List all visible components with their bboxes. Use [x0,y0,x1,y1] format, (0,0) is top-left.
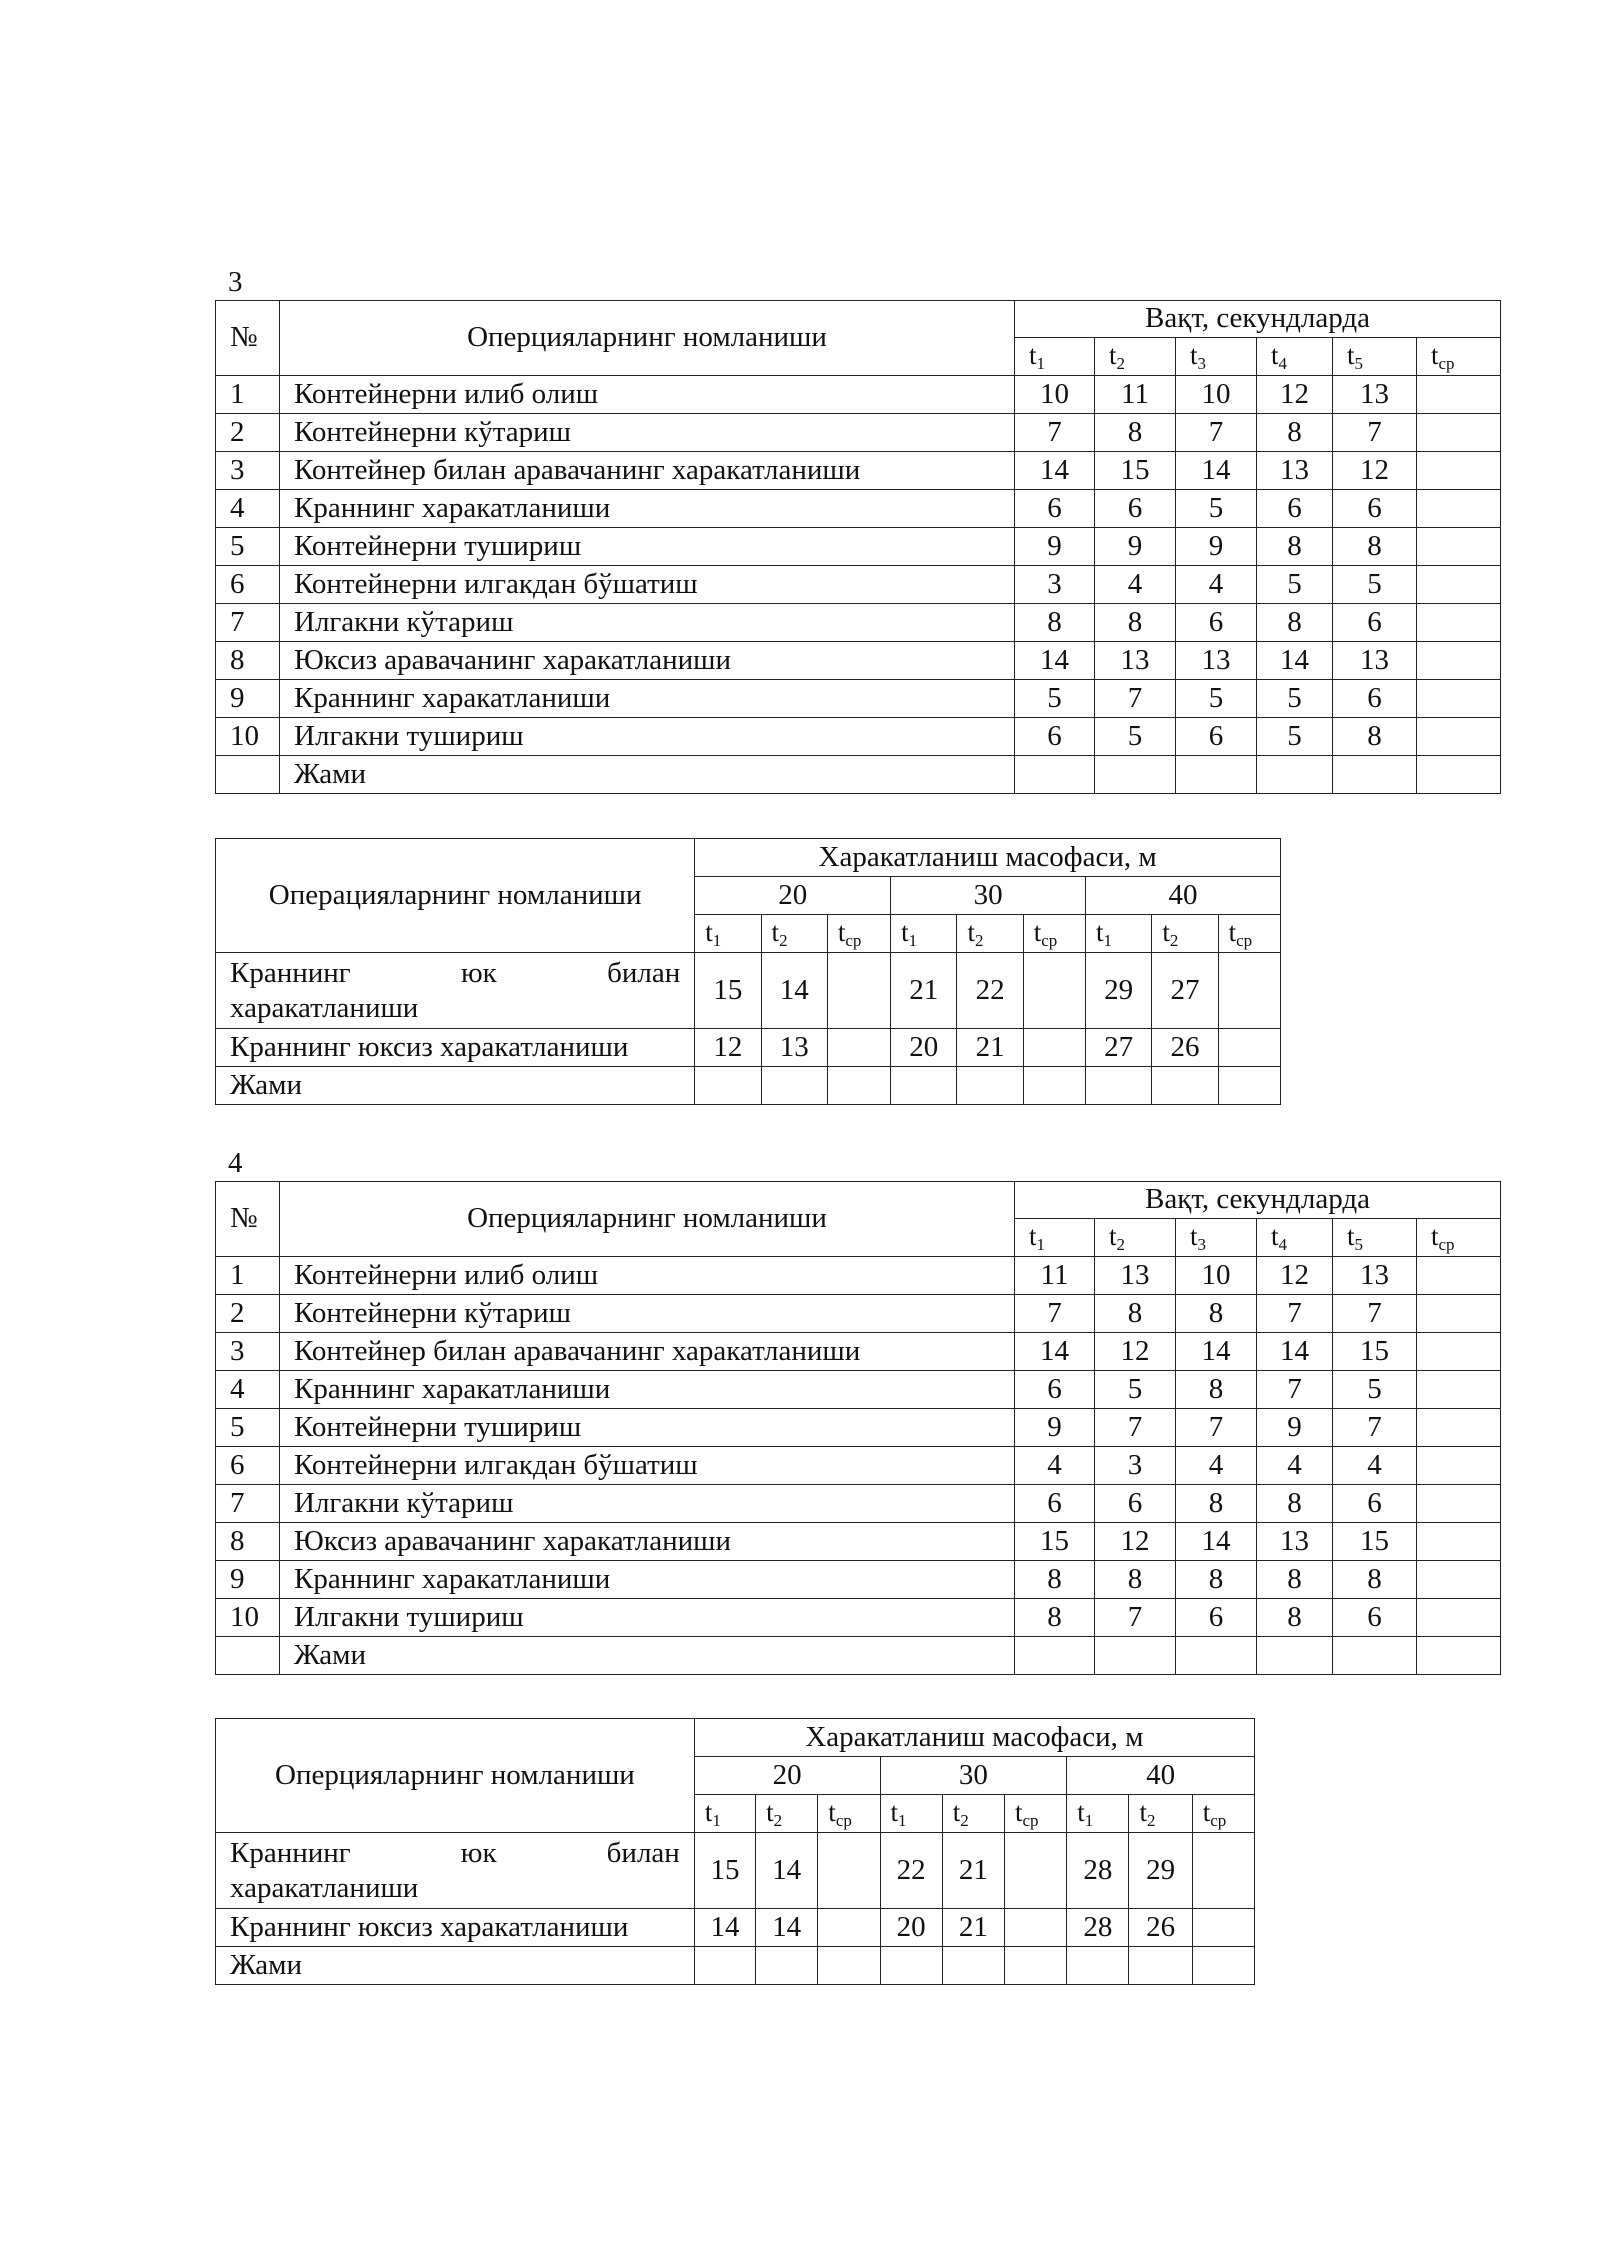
time-cell: 8 [1176,1295,1257,1333]
distance-time-cell: 29 [1129,1833,1192,1909]
row-number: 2 [216,1295,280,1333]
sub-col-header: $t_2$ [761,915,827,953]
sub-col-header: $t_1$ [1086,915,1152,953]
distance-time-cell [1023,1029,1085,1067]
row-number: 9 [216,1561,280,1599]
table-row [216,1029,1281,1067]
table-row [216,1833,1255,1909]
sub-col-header: $t_{ср}$ [1192,1795,1254,1833]
distance-time-cell: 26 [1152,1029,1218,1067]
operation-name: Краннинг юк билан харакатланиши [216,953,695,1029]
time-col-header: $t_4$ [1257,1219,1333,1257]
table-row [216,1485,1501,1523]
time-cell: 6 [1095,1485,1176,1523]
distance-time-cell: 20 [891,1029,957,1067]
time-cell: 10 [1176,1257,1257,1295]
time-cell: 7 [1095,1599,1176,1637]
time-cell: 8 [1095,604,1176,642]
operation-name: Краннинг юксиз харакатланиши [216,1029,695,1067]
distance-time-cell [1192,1833,1254,1909]
time-cell [1417,490,1501,528]
time-cell: 15 [1015,1523,1095,1561]
col-no-header: № [216,1182,280,1257]
sub-col-header: $t_2$ [756,1795,818,1833]
total-label: Жами [216,1947,695,1985]
distance-time-cell [1192,1909,1254,1947]
row-number: 8 [216,642,280,680]
row-number: 2 [216,414,280,452]
time-cell [1417,1409,1501,1447]
time-cell: 3 [1015,566,1095,604]
time-cell: 12 [1257,1257,1333,1295]
time-cell: 8 [1015,1599,1095,1637]
time-cell: 9 [1257,1409,1333,1447]
time-cell: 14 [1176,1333,1257,1371]
time-cell: 9 [1176,528,1257,566]
time-col-header: $t_1$ [1015,338,1095,376]
table-row [216,1909,1255,1947]
time-cell [1417,1371,1501,1409]
time-cell: 7 [1015,414,1095,452]
distance-time-cell [1023,953,1085,1029]
table-row [216,642,1501,680]
time-cell: 14 [1257,1333,1333,1371]
time-cell: 4 [1176,566,1257,604]
time-cell: 8 [1257,1561,1333,1599]
time-cell: 8 [1257,528,1333,566]
sub-col-header: $t_{ср}$ [827,915,890,953]
total-row [216,756,1501,794]
time-cell: 7 [1333,414,1417,452]
dist-header: Харакатланиш масофаси, м [695,839,1281,877]
table-row [216,1333,1501,1371]
table-row [216,604,1501,642]
operation-name: Краннинг харакатланиши [280,1561,1015,1599]
table-row [216,953,1281,1029]
time-cell: 5 [1333,1371,1417,1409]
time-cell: 14 [1015,642,1095,680]
time-cell: 8 [1257,1485,1333,1523]
dist-name-header: Операцияларнинг номланиши [216,839,695,953]
row-number: 1 [216,376,280,414]
operation-name: Контейнер билан аравачанинг харакатланиши [280,1333,1015,1371]
time-cell: 5 [1015,680,1095,718]
distance-time-cell: 13 [761,1029,827,1067]
time-cell: 14 [1176,1523,1257,1561]
operation-name: Илгакни тушириш [280,718,1015,756]
operation-name: Краннинг юк билан харакатланиши [216,1833,695,1909]
distance-value: 20 [695,877,891,915]
operation-name: Илгакни кўтариш [280,1485,1015,1523]
distance-time-cell: 12 [695,1029,761,1067]
sub-col-header: $t_1$ [891,915,957,953]
time-col-header: $t_5$ [1333,1219,1417,1257]
distance-time-cell [1218,953,1280,1029]
time-cell: 8 [1333,718,1417,756]
sub-col-header: $t_{ср}$ [1023,915,1085,953]
table-row [216,528,1501,566]
time-cell: 7 [1176,1409,1257,1447]
dist-header: Харакатланиш масофаси, м [694,1719,1254,1757]
time-cell [1417,604,1501,642]
time-cell: 8 [1095,1561,1176,1599]
distance-time-cell: 20 [880,1909,942,1947]
row-number: 8 [216,1523,280,1561]
distance-time-cell: 21 [942,1833,1004,1909]
time-cell: 13 [1095,1257,1176,1295]
time-cell [1417,376,1501,414]
time-cell [1417,452,1501,490]
sub-col-header: $t_{ср}$ [818,1795,880,1833]
section-number: 3 [228,266,243,298]
time-cell: 7 [1257,1295,1333,1333]
sub-col-header: $t_2$ [1129,1795,1192,1833]
distance-time-cell: 22 [957,953,1023,1029]
distance-time-cell: 28 [1067,1833,1129,1909]
time-cell: 6 [1176,1599,1257,1637]
time-cell: 15 [1333,1333,1417,1371]
time-col-header: $t_4$ [1257,338,1333,376]
sub-col-header: $t_1$ [880,1795,942,1833]
time-cell: 6 [1015,1371,1095,1409]
time-cell: 10 [1176,376,1257,414]
time-cell: 5 [1176,680,1257,718]
time-cell: 6 [1015,1485,1095,1523]
time-col-header: $t_3$ [1176,1219,1257,1257]
time-cell: 8 [1095,414,1176,452]
time-cell: 9 [1015,528,1095,566]
operation-name: Юксиз аравачанинг харакатланиши [280,642,1015,680]
operation-name: Контейнерни илгакдан бўшатиш [280,1447,1015,1485]
table-row [216,1447,1501,1485]
operation-name: Илгакни кўтариш [280,604,1015,642]
time-cell: 6 [1333,604,1417,642]
total-label: Жами [280,756,1015,794]
time-cell: 13 [1257,452,1333,490]
time-cell: 13 [1176,642,1257,680]
time-cell: 14 [1015,452,1095,490]
distance-time-cell [827,1029,890,1067]
distance-time-cell: 15 [694,1833,755,1909]
time-cell: 8 [1257,1599,1333,1637]
time-col-header: $t_{ср}$ [1417,338,1501,376]
distance-time-cell: 21 [942,1909,1004,1947]
time-cell: 6 [1333,1485,1417,1523]
sub-col-header: $t_2$ [1152,915,1218,953]
distance-time-cell: 14 [756,1833,818,1909]
time-cell: 8 [1257,604,1333,642]
row-number: 3 [216,452,280,490]
operation-name: Контейнерни тушириш [280,528,1015,566]
row-number: 1 [216,1257,280,1295]
table-row [216,1561,1501,1599]
time-cell: 11 [1095,376,1176,414]
distance-time-cell: 14 [694,1909,755,1947]
distance-time-cell: 29 [1086,953,1152,1029]
table-row [216,452,1501,490]
time-cell [1417,1447,1501,1485]
table-row [216,414,1501,452]
operation-name: Контейнерни тушириш [280,1409,1015,1447]
table-row [216,566,1501,604]
time-cell: 5 [1257,566,1333,604]
operation-name: Контейнер билан аравачанинг харакатланиши [280,452,1015,490]
table-row [216,1409,1501,1447]
time-cell: 6 [1095,490,1176,528]
time-cell: 4 [1257,1447,1333,1485]
sub-col-header: $t_{ср}$ [1218,915,1280,953]
distance-value: 20 [694,1757,880,1795]
row-number: 6 [216,566,280,604]
total-label: Жами [280,1637,1015,1675]
time-cell: 9 [1015,1409,1095,1447]
sub-col-header: $t_1$ [1067,1795,1129,1833]
row-number: 5 [216,528,280,566]
time-cell: 5 [1257,718,1333,756]
time-cell: 8 [1176,1561,1257,1599]
row-number: 10 [216,718,280,756]
operation-name: Контейнерни кўтариш [280,414,1015,452]
time-cell: 5 [1095,1371,1176,1409]
distance-time-cell: 14 [756,1909,818,1947]
distance-time-cell: 14 [761,953,827,1029]
time-cell: 6 [1257,490,1333,528]
distance-time-cell [827,953,890,1029]
time-cell [1417,414,1501,452]
time-cell: 7 [1095,1409,1176,1447]
time-cell: 5 [1257,680,1333,718]
time-cell: 5 [1333,566,1417,604]
col-no-header: № [216,301,280,376]
distance-time-cell: 27 [1152,953,1218,1029]
sub-col-header: $t_{ср}$ [1005,1795,1067,1833]
operation-name: Контейнерни илгакдан бўшатиш [280,566,1015,604]
time-cell: 8 [1176,1485,1257,1523]
time-cell: 12 [1333,452,1417,490]
time-cell [1417,1333,1501,1371]
time-cell: 8 [1015,1561,1095,1599]
distance-time-cell: 21 [891,953,957,1029]
time-cell: 5 [1095,718,1176,756]
col-time-header: Вақт, секундларда [1015,1182,1501,1219]
distance-table [215,1718,1255,1985]
time-cell: 8 [1015,604,1095,642]
table-row [216,376,1501,414]
distance-value: 40 [1086,877,1281,915]
time-cell: 6 [1176,604,1257,642]
time-cell: 8 [1176,1371,1257,1409]
operation-name: Краннинг юксиз харакатланиши [216,1909,695,1947]
distance-time-cell: 21 [957,1029,1023,1067]
time-cell: 5 [1176,490,1257,528]
operation-name: Краннинг харакатланиши [280,490,1015,528]
distance-time-cell: 26 [1129,1909,1192,1947]
time-cell: 7 [1015,1295,1095,1333]
time-cell [1417,1523,1501,1561]
distance-time-cell [1005,1833,1067,1909]
total-row [216,1947,1255,1985]
operation-name: Контейнерни кўтариш [280,1295,1015,1333]
distance-value: 30 [880,1757,1067,1795]
table-row [216,1523,1501,1561]
distance-rows [216,1833,1255,1947]
time-cell: 15 [1095,452,1176,490]
row-number: 10 [216,1599,280,1637]
operation-name: Илгакни тушириш [280,1599,1015,1637]
time-col-header: $t_3$ [1176,338,1257,376]
time-cell: 4 [1015,1447,1095,1485]
time-cell [1417,718,1501,756]
section-number: 4 [228,1147,243,1179]
row-number: 5 [216,1409,280,1447]
row-number: 3 [216,1333,280,1371]
operations-rows [216,376,1501,756]
time-cell: 8 [1333,528,1417,566]
time-col-header: $t_{ср}$ [1417,1219,1501,1257]
table-row [216,718,1501,756]
time-cell: 12 [1257,376,1333,414]
time-cell [1417,1295,1501,1333]
time-cell: 12 [1095,1523,1176,1561]
time-cell: 6 [1333,490,1417,528]
time-cell: 8 [1333,1561,1417,1599]
time-col-header: $t_1$ [1015,1219,1095,1257]
operation-name: Контейнерни илиб олиш [280,376,1015,414]
row-number: 7 [216,604,280,642]
time-cell: 10 [1015,376,1095,414]
time-cell: 12 [1095,1333,1176,1371]
distance-time-cell [818,1909,880,1947]
operations-table [215,300,1501,794]
distance-time-cell: 22 [880,1833,942,1909]
time-cell: 14 [1176,452,1257,490]
table-row [216,1599,1501,1637]
time-cell: 11 [1015,1257,1095,1295]
operation-name: Юксиз аравачанинг харакатланиши [280,1523,1015,1561]
time-cell [1417,1599,1501,1637]
sub-col-header: $t_2$ [957,915,1023,953]
time-cell: 3 [1095,1447,1176,1485]
distance-time-cell [1005,1909,1067,1947]
operations-rows [216,1257,1501,1637]
distance-time-cell [1218,1029,1280,1067]
operation-name: Контейнерни илиб олиш [280,1257,1015,1295]
time-cell: 15 [1333,1523,1417,1561]
col-name-header: Оперцияларнинг номланиши [280,301,1015,376]
time-cell: 6 [1015,718,1095,756]
distance-value: 30 [891,877,1086,915]
time-cell: 13 [1333,1257,1417,1295]
time-cell: 7 [1257,1371,1333,1409]
time-col-header: $t_2$ [1095,338,1176,376]
row-number: 6 [216,1447,280,1485]
time-col-header: $t_5$ [1333,338,1417,376]
time-cell [1417,566,1501,604]
distance-rows [216,953,1281,1067]
time-cell: 7 [1333,1295,1417,1333]
distance-time-cell [818,1833,880,1909]
operation-name: Краннинг харакатланиши [280,1371,1015,1409]
col-time-header: Вақт, секундларда [1015,301,1501,338]
time-cell: 13 [1333,376,1417,414]
row-number: 9 [216,680,280,718]
time-cell: 14 [1015,1333,1095,1371]
time-cell [1417,642,1501,680]
sub-col-header: $t_1$ [694,1795,755,1833]
time-cell [1417,1561,1501,1599]
distance-time-cell: 27 [1086,1029,1152,1067]
time-cell: 7 [1176,414,1257,452]
time-cell: 6 [1333,1599,1417,1637]
operations-table [215,1181,1501,1675]
time-cell: 6 [1015,490,1095,528]
time-cell: 9 [1095,528,1176,566]
table-row [216,1257,1501,1295]
row-number: 4 [216,1371,280,1409]
time-cell: 8 [1095,1295,1176,1333]
operation-name: Краннинг харакатланиши [280,680,1015,718]
time-cell [1417,680,1501,718]
distance-time-cell: 28 [1067,1909,1129,1947]
table-row [216,680,1501,718]
total-row [216,1067,1281,1105]
distance-value: 40 [1067,1757,1255,1795]
col-name-header: Оперцияларнинг номланиши [280,1182,1015,1257]
distance-time-cell: 15 [695,953,761,1029]
time-cell: 4 [1333,1447,1417,1485]
row-number: 4 [216,490,280,528]
time-cell: 7 [1095,680,1176,718]
time-cell [1417,1485,1501,1523]
sub-col-header: $t_1$ [695,915,761,953]
total-row [216,1637,1501,1675]
time-cell [1417,1257,1501,1295]
distance-table [215,838,1281,1105]
table-row [216,1371,1501,1409]
time-cell: 13 [1257,1523,1333,1561]
time-cell: 13 [1095,642,1176,680]
time-cell [1417,528,1501,566]
time-cell: 14 [1257,642,1333,680]
time-cell: 6 [1176,718,1257,756]
dist-name-header: Оперцияларнинг номланиши [216,1719,695,1833]
time-cell: 13 [1333,642,1417,680]
time-cell: 4 [1176,1447,1257,1485]
total-label: Жами [216,1067,695,1105]
table-row [216,1295,1501,1333]
time-cell: 6 [1333,680,1417,718]
time-cell: 7 [1333,1409,1417,1447]
time-cell: 4 [1095,566,1176,604]
sub-col-header: $t_2$ [942,1795,1004,1833]
time-col-header: $t_2$ [1095,1219,1176,1257]
time-cell: 8 [1257,414,1333,452]
row-number: 7 [216,1485,280,1523]
table-row [216,490,1501,528]
